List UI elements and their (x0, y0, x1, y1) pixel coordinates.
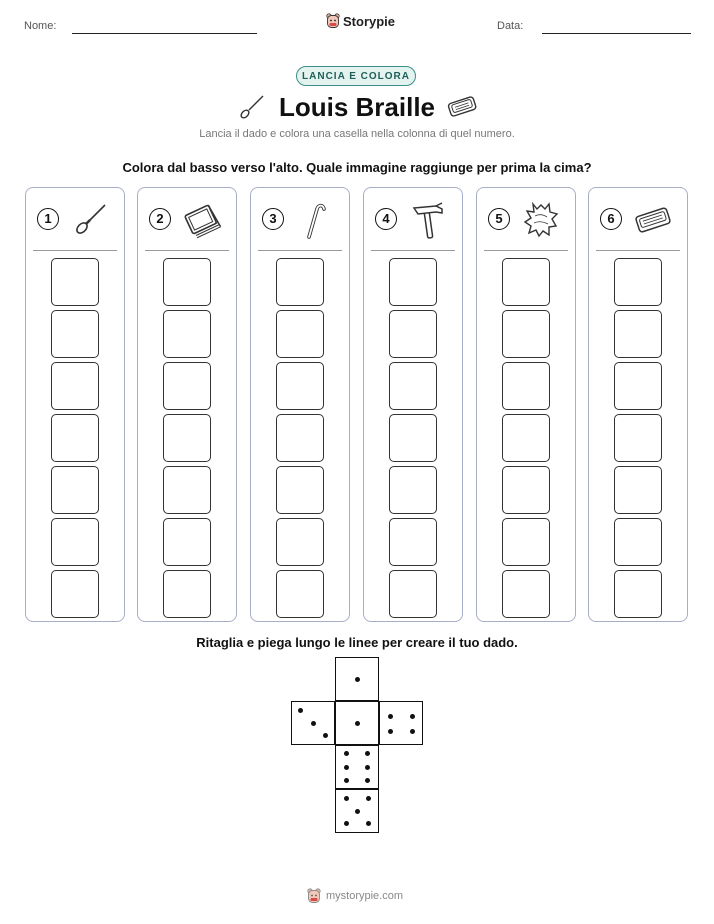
color-box[interactable] (614, 414, 662, 462)
color-box[interactable] (502, 258, 550, 306)
color-box[interactable] (163, 258, 211, 306)
color-box[interactable] (163, 570, 211, 618)
brand-logo (326, 13, 395, 29)
die-pip (410, 729, 415, 734)
die-pip (366, 821, 371, 826)
die-pip (344, 751, 349, 756)
column-header (251, 188, 349, 250)
color-box[interactable] (389, 466, 437, 514)
color-box[interactable] (502, 466, 550, 514)
column-6 (588, 187, 688, 622)
footer-url: mystorypie.com (326, 890, 404, 902)
color-box[interactable] (51, 310, 99, 358)
color-box[interactable] (51, 570, 99, 618)
die-face-6 (335, 745, 379, 789)
name-label: Nome: (24, 20, 57, 32)
column-number: 3 (262, 208, 284, 230)
cut-instruction: Ritaglia e piega lungo le linee per creare il tuo dado. (196, 635, 518, 650)
color-box[interactable] (614, 518, 662, 566)
color-box[interactable] (276, 570, 324, 618)
book-icon (182, 200, 222, 240)
slate-icon (633, 200, 673, 240)
instruction: Colora dal basso verso l'alto. Quale immagine raggiunge per prima la cima? (122, 160, 592, 175)
color-box[interactable] (51, 414, 99, 462)
color-box[interactable] (276, 466, 324, 514)
column-header (26, 188, 124, 250)
column-2 (137, 187, 237, 622)
column-5 (476, 187, 576, 622)
color-box[interactable] (51, 258, 99, 306)
column-1 (25, 187, 125, 622)
column-number: 2 (149, 208, 171, 230)
color-box[interactable] (163, 362, 211, 410)
die-pip (410, 714, 415, 719)
color-box[interactable] (389, 362, 437, 410)
column-header (589, 188, 687, 250)
color-box[interactable] (502, 414, 550, 462)
column-number: 5 (488, 208, 510, 230)
color-box[interactable] (389, 518, 437, 566)
brand-name: Storypie (343, 13, 396, 29)
die-pip (355, 721, 360, 726)
color-box[interactable] (163, 414, 211, 462)
die-pip (344, 778, 349, 783)
color-box[interactable] (614, 466, 662, 514)
column-divider (258, 250, 342, 251)
page-title: Louis Braille (278, 92, 436, 122)
color-box[interactable] (389, 414, 437, 462)
name-line[interactable] (72, 33, 257, 34)
cane-icon (295, 200, 335, 240)
die-pip (388, 729, 393, 734)
die-pip (344, 821, 349, 826)
footer (307, 888, 403, 904)
die-pip (355, 677, 360, 682)
color-box[interactable] (276, 362, 324, 410)
storypie-mascot-icon (307, 888, 321, 904)
die-pip (298, 708, 303, 713)
color-box[interactable] (614, 570, 662, 618)
color-box[interactable] (51, 362, 99, 410)
color-box[interactable] (163, 310, 211, 358)
die-pip (355, 809, 360, 814)
color-box[interactable] (51, 466, 99, 514)
color-box[interactable] (276, 414, 324, 462)
awl-icon (70, 200, 110, 240)
column-divider (596, 250, 680, 251)
color-box[interactable] (276, 258, 324, 306)
hammer-icon (408, 200, 448, 240)
color-box[interactable] (614, 362, 662, 410)
die-pip (311, 721, 316, 726)
die-face-5 (335, 789, 379, 833)
column-3 (250, 187, 350, 622)
storypie-mascot-icon (326, 13, 340, 29)
color-box[interactable] (614, 310, 662, 358)
die-face-4 (379, 701, 423, 745)
color-box[interactable] (614, 258, 662, 306)
column-number: 4 (375, 208, 397, 230)
leather-hide-icon (521, 200, 561, 240)
color-box[interactable] (502, 362, 550, 410)
column-4 (363, 187, 463, 622)
die-face-3 (291, 701, 335, 745)
column-header (477, 188, 575, 250)
column-divider (484, 250, 568, 251)
column-header (138, 188, 236, 250)
die-pip (323, 733, 328, 738)
die-pip (365, 765, 370, 770)
date-label: Data: (497, 20, 524, 32)
color-box[interactable] (389, 258, 437, 306)
color-box[interactable] (502, 310, 550, 358)
die-pip (365, 751, 370, 756)
color-box[interactable] (389, 570, 437, 618)
color-box[interactable] (389, 310, 437, 358)
die-face-1 (335, 701, 379, 745)
die-pip (344, 796, 349, 801)
color-box[interactable] (163, 518, 211, 566)
column-number: 1 (37, 208, 59, 230)
date-line[interactable] (542, 33, 691, 34)
subtitle: Lancia il dado e colora una casella nella colonna di quel numero. (199, 128, 515, 140)
die-pip (366, 796, 371, 801)
die-pip (344, 765, 349, 770)
color-box[interactable] (276, 310, 324, 358)
die-pip (365, 778, 370, 783)
column-divider (371, 250, 455, 251)
color-box[interactable] (163, 466, 211, 514)
color-box[interactable] (276, 518, 324, 566)
color-box[interactable] (502, 570, 550, 618)
color-box[interactable] (502, 518, 550, 566)
column-divider (145, 250, 229, 251)
die-face-1 (335, 657, 379, 701)
column-divider (33, 250, 117, 251)
column-number: 6 (600, 208, 622, 230)
slate-icon (446, 94, 478, 118)
activity-badge: LANCIA E COLORA (296, 66, 416, 86)
column-header (364, 188, 462, 250)
color-box[interactable] (51, 518, 99, 566)
die-pip (388, 714, 393, 719)
